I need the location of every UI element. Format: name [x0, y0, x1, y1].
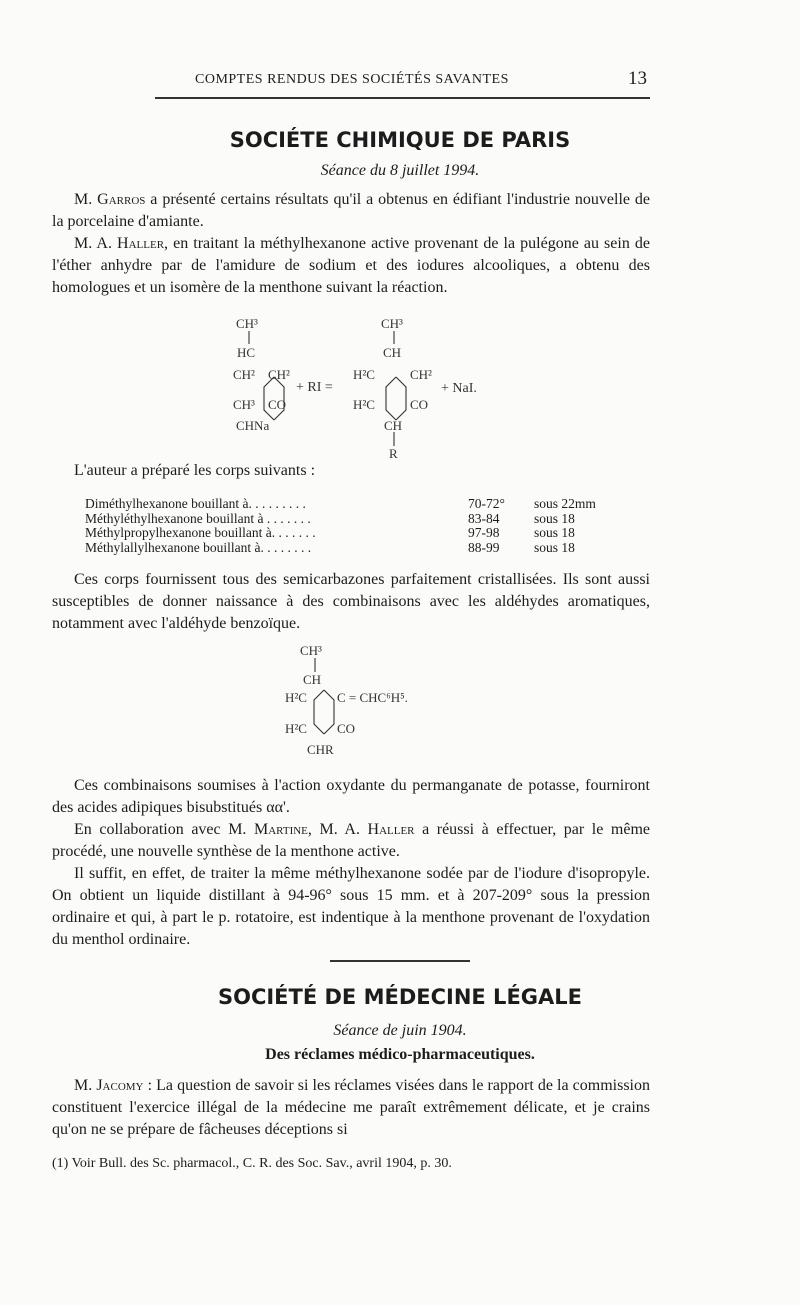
boiling-point-temp: 83-84	[468, 510, 500, 526]
author-jacomy: M. Jacomy	[74, 1077, 144, 1094]
boiling-point-temp: 97-98	[468, 525, 500, 540]
section-divider	[330, 960, 470, 962]
author-haller-2: Haller	[367, 821, 415, 838]
section-title-societe-chimique: SOCIÉTE CHIMIQUE DE PARIS	[229, 128, 571, 152]
boiling-point-compound: Méthylpropylhexanone bouillant à. . . . . . .	[85, 525, 316, 540]
formula2-bottom: CHR	[307, 742, 334, 757]
formula2-ch: CH	[303, 672, 322, 687]
boiling-point-compound: Méthyléthylhexanone bouillant à . . . . . . .	[85, 510, 311, 526]
ring1-upper-left: CH²	[233, 367, 255, 382]
boiling-point-pressure: sous 18	[534, 539, 575, 555]
ring1-upper-right: CH²	[268, 367, 290, 382]
ring2-ch: CH	[383, 345, 402, 360]
boiling-point-pressure: sous 22mm	[534, 496, 596, 511]
boiling-point-compound: Diméthylhexanone bouillant à. . . . . . . . .	[85, 496, 306, 511]
paragraph-text: , en traitant la méthylhexanone active provenant de la pulégone au sein de l'éther anhydre par de l'amidure de sodium et des iodures alcooliques, a obtenu des homologues et un isomère de la menthone suivant la réaction.	[52, 235, 650, 296]
ring1-top: CH³	[236, 316, 258, 331]
paragraph-jacomy	[52, 1075, 650, 1141]
author-martine: Martine	[254, 821, 308, 838]
ring2-substituent: R	[389, 446, 398, 461]
ring2-lower-left: H²C	[353, 397, 375, 412]
formula2-top: CH³	[300, 643, 322, 658]
boiling-point-temp: 70-72°	[468, 496, 505, 511]
paragraph-text: , M. A.	[307, 821, 368, 838]
paragraph-text: Il suffit, en effet, de traiter la même méthylhexanone sodée par de l'iodure d'isopropyle. On obtient un liquide distillant à 94-96° sous 15 mm. et à 207-209° sous la pression ordinaire et qui, à part le p. rotatoire, est indentique à la menthone provenant de l'oxydation du menthol ordinaire.	[52, 865, 650, 948]
ring1-lower-left: CH³	[233, 397, 255, 412]
plus-nai: + NaI.	[441, 381, 477, 396]
session-date-2: Séance de juin 1904.	[333, 1022, 467, 1039]
paragraph-text: En collaboration avec M.	[74, 821, 254, 838]
page-number: 13	[628, 68, 647, 89]
paragraph-collaboration	[52, 819, 650, 863]
author-haller: M. A. Haller	[74, 235, 165, 252]
paragraph-synthese	[52, 863, 650, 951]
boiling-point-pressure: sous 18	[534, 510, 575, 526]
paragraph-text: a réussi à effectuer, par le même procédé, une nouvelle synthèse de la menthone active.	[52, 821, 651, 860]
ring1-hc: HC	[237, 345, 256, 360]
footnote: (1) Voir Bull. des Sc. pharmacol., C. R. des Soc. Sav., avril 1904, p. 30.	[52, 1156, 452, 1171]
running-head-title: COMPTES RENDUS DES SOCIÉTÉS SAVANTES	[195, 72, 509, 87]
plus-ri: + RI =	[296, 380, 333, 395]
formula2-upper-left: H²C	[285, 690, 307, 705]
formula2-lower-left: H²C	[285, 721, 307, 736]
paragraph-oxydation	[52, 775, 650, 819]
paragraph-text: Ces corps fournissent tous des semicarbazones parfaitement cristallisées. Ils sont aussi susceptibles de donner naissance à des combinaisons avec les aldéhydes aromatiques, notamment avec l'aldéhyde benzoïque.	[52, 571, 650, 632]
ring1-lower-right: CO	[268, 397, 287, 412]
section-title-medecine-legale: SOCIÉTÉ DE MÉDECINE LÉGALE	[217, 985, 583, 1009]
paragraph-text: Ces combinaisons soumises à l'action oxydante du permanganate de potasse, fourniront des acides adipiques bisubstitués αα'.	[52, 777, 650, 816]
session-date: Séance du 8 juillet 1994.	[320, 162, 480, 179]
formula2-lower-right: CO	[337, 721, 356, 736]
ring1-bottom: CHNa	[236, 418, 270, 433]
ring2-upper-left: H²C	[353, 367, 375, 382]
author-garros: M. Garros	[74, 191, 146, 208]
ring2-lower-right: CO	[410, 397, 429, 412]
paragraph-text: L'auteur a préparé les corps suivants :	[74, 462, 316, 479]
boiling-point-temp: 88-99	[468, 539, 500, 555]
boiling-point-pressure: sous 18	[534, 525, 575, 540]
ring2-bottom: CH	[384, 418, 403, 433]
ring2-upper-right: CH²	[410, 367, 432, 382]
ring2-top: CH³	[381, 316, 403, 331]
paragraph-text: a présenté certains résultats qu'il a obtenus en édifiant l'industrie nouvelle de la porcelaine d'amiante.	[52, 191, 651, 230]
boiling-point-compound: Méthylallylhexanone bouillant à. . . . . . . .	[85, 539, 312, 555]
formula2-upper-right: C = CHC⁶H⁵.	[337, 690, 408, 705]
paragraph-text: : La question de savoir si les réclames visées dans le rapport de la commission constituent l'exercice illégal de la médecine me paraît extrêmement délicate, et je crains qu'on ne se prépare de fâcheuses déceptions si	[52, 1077, 651, 1138]
article-subtitle: Des réclames médico-pharmaceutiques.	[265, 1046, 535, 1063]
